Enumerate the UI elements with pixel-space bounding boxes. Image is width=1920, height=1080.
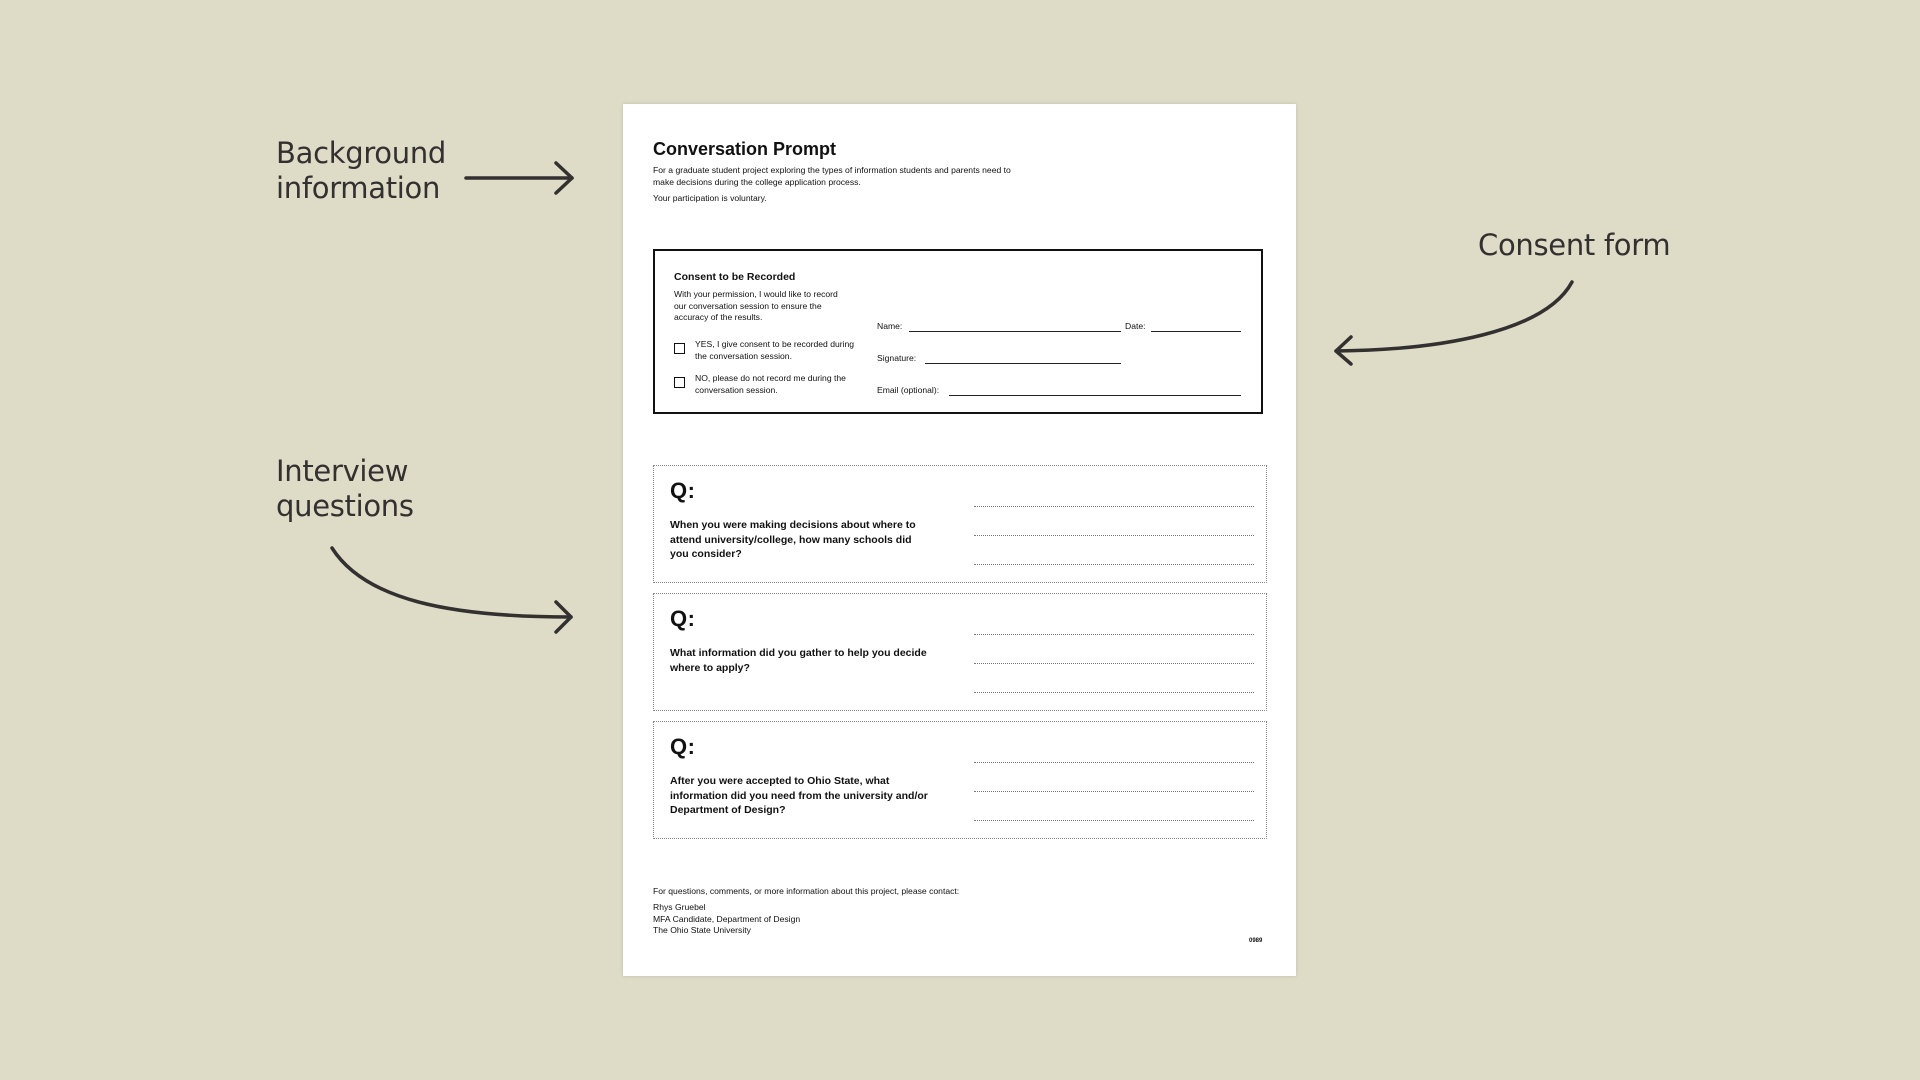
signature-field-line[interactable] (925, 363, 1121, 364)
consent-box (653, 249, 1263, 414)
question-mark: Q: (670, 606, 696, 631)
curved-arrow-right-icon (332, 548, 571, 632)
footer-contact-details (653, 902, 800, 937)
email-label: Email (optional): (877, 385, 940, 395)
name-label: Name: (877, 321, 903, 331)
signature-label: Signature: (877, 353, 917, 363)
contact-name: Rhys Gruebel (653, 902, 706, 912)
footer-contact-text: For questions, comments, or more information about this project, please contact: (653, 886, 960, 896)
arrow-right-icon (466, 163, 572, 193)
question-mark: Q: (670, 478, 696, 503)
document-intro: For a graduate student project exploring the types of information students and parents need to make decisions during the college application process. (653, 165, 1011, 187)
annotation-interview-questions: Interview questions (276, 454, 414, 523)
annotation-background-information: Background information (276, 136, 447, 205)
consent-description: With your permission, I would like to record our conversation session to ensure the accuracy of the results. (674, 289, 838, 322)
contact-role: MFA Candidate, Department of Design (653, 913, 801, 924)
answer-line[interactable] (974, 506, 1254, 507)
consent-no-checkbox[interactable] (674, 377, 685, 388)
answer-line[interactable] (974, 663, 1254, 664)
name-field-line[interactable] (909, 331, 1121, 332)
consent-no-label: NO, please do not record me during the conversation session. (695, 373, 846, 395)
question-card (653, 465, 1267, 583)
question-card (653, 721, 1267, 839)
answer-line[interactable] (974, 791, 1254, 792)
answer-line[interactable] (974, 820, 1254, 821)
answer-line[interactable] (974, 692, 1254, 693)
date-label: Date: (1125, 321, 1146, 331)
consent-yes-checkbox[interactable] (674, 343, 685, 354)
document-title: Conversation Prompt (653, 139, 837, 159)
question-card (653, 593, 1267, 711)
curved-arrow-left-icon (1336, 282, 1572, 364)
consent-title: Consent to be Recorded (674, 271, 796, 283)
consent-yes-label: YES, I give consent to be recorded during the conversation session. (695, 339, 855, 361)
answer-line[interactable] (974, 564, 1254, 565)
date-field-line[interactable] (1151, 331, 1241, 332)
document-voluntary-note: Your participation is voluntary. (653, 193, 767, 203)
answer-line[interactable] (974, 535, 1254, 536)
document-code: 0989 (1249, 938, 1263, 944)
contact-organization: The Ohio State University (653, 925, 751, 935)
annotation-consent-form: Consent form (1478, 228, 1671, 262)
email-field-line[interactable] (949, 395, 1241, 396)
answer-line[interactable] (974, 762, 1254, 763)
question-mark: Q: (670, 734, 696, 759)
question-text: What information did you gather to help you decide where to apply? (670, 647, 927, 674)
question-text: When you were making decisions about where to attend university/college, how many schools did you consider? (670, 519, 916, 560)
answer-line[interactable] (974, 634, 1254, 635)
question-text: After you were accepted to Ohio State, what information did you need from the university and/or Department of Design? (670, 775, 928, 816)
conversation-prompt-sheet (623, 104, 1296, 976)
